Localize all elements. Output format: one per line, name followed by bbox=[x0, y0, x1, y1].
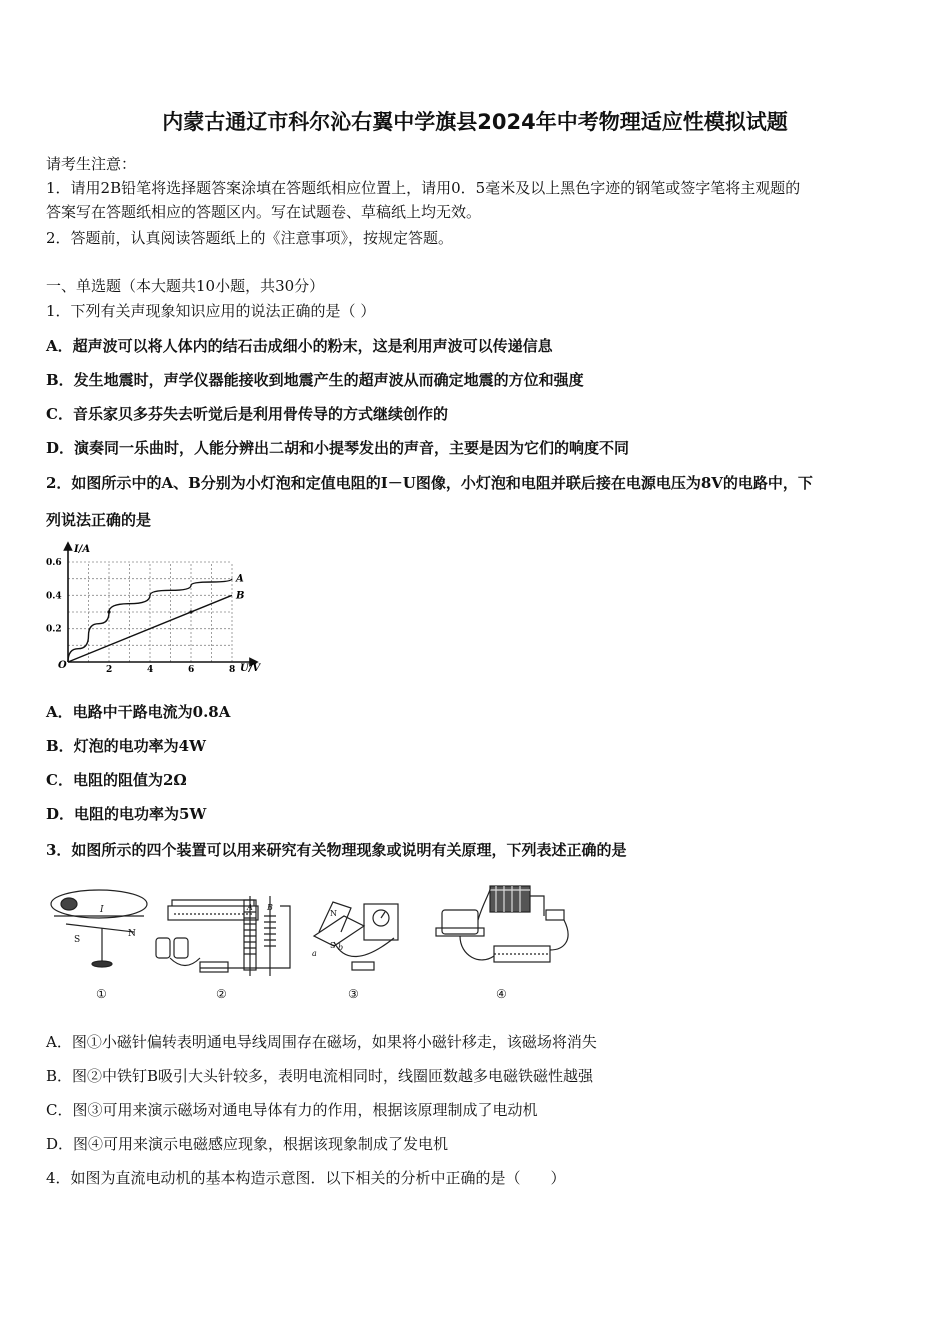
fig3-label-a: a bbox=[312, 949, 317, 958]
y-tick-label: 0.2 bbox=[46, 624, 62, 635]
series-label-B: B bbox=[236, 590, 245, 602]
x-tick-label: 2 bbox=[106, 665, 113, 675]
fig1-label-i: I bbox=[100, 905, 104, 915]
q1-stem: 1．下列有关声现象知识应用的说法正确的是（ ） bbox=[46, 302, 376, 320]
q3-option-a: A．图①小磁针偏转表明通电导线周围存在磁场，如果将小磁针移走，该磁场将消失 bbox=[46, 1033, 597, 1051]
figure-3-rails bbox=[312, 902, 398, 970]
q1-option-d: D．演奏同一乐曲时，人能分辨出二胡和小提琴发出的声音，主要是因为它们的响度不同 bbox=[46, 439, 630, 457]
chart-grid bbox=[68, 562, 232, 662]
y-axis-label: I/A bbox=[74, 544, 91, 555]
q3-stem: 3．如图所示的四个装置可以用来研究有关物理现象或说明有关原理，下列表述正确的是 bbox=[46, 841, 627, 859]
notice-line-2: 2．答题前，认真阅读答题纸上的《注意事项》，按规定答题。 bbox=[46, 229, 454, 247]
q2-option-d: D．电阻的电功率为5W bbox=[46, 805, 207, 823]
section-heading: 一、单选题（本大题共10小题，共30分） bbox=[46, 277, 325, 295]
series-label-A: A bbox=[236, 573, 244, 585]
notice-line-1: 1．请用2B铅笔将选择题答案涂填在答题纸相应位置上，请用0．5毫米及以上黑色字迹的钢笔或签字笔将主观题的 bbox=[46, 179, 801, 197]
q2-option-a: A．电路中干路电流为0.8A bbox=[46, 703, 231, 721]
data-point bbox=[107, 610, 110, 613]
notice-heading: 请考生注意： bbox=[46, 155, 137, 173]
figure-number-3: ③ bbox=[348, 987, 359, 1001]
x-axis-label: U/V bbox=[240, 663, 261, 674]
fig1-label-s: S bbox=[74, 935, 81, 945]
q3-option-b: B．图②中铁钉B吸引大头针较多，表明电流相同时，线圈匝数越多电磁铁磁性越强 bbox=[46, 1067, 594, 1085]
y-tick-label: 0.6 bbox=[46, 558, 62, 568]
x-tick-label: 6 bbox=[188, 665, 195, 675]
fig1-label-n: N bbox=[128, 929, 136, 939]
figure-4-motor bbox=[436, 886, 568, 962]
data-point bbox=[189, 610, 192, 613]
figure-number-1: ① bbox=[96, 987, 107, 1001]
q3-figures bbox=[44, 876, 604, 1006]
y-tick-label: 0.4 bbox=[46, 591, 62, 602]
q3-option-d: D．图④可用来演示电磁感应现象，根据该现象制成了发电机 bbox=[46, 1135, 449, 1153]
q1-option-a: A．超声波可以将人体内的结石击成细小的粉末，这是利用声波可以传递信息 bbox=[46, 337, 553, 355]
figure-1-oersted bbox=[51, 890, 147, 967]
iu-chart bbox=[44, 540, 274, 675]
q4-stem: 4．如图为直流电动机的基本构造示意图．以下相关的分析中正确的是（ ） bbox=[46, 1169, 566, 1187]
q2-stem: 2．如图所示中的A、B分别为小灯泡和定值电阻的I－U图像，小灯泡和电阻并联后接在电源电压为8V的电路中，下 bbox=[46, 474, 813, 492]
figure-number-4: ④ bbox=[496, 987, 507, 1001]
fig3-label-n: N bbox=[330, 909, 337, 918]
page-title: 内蒙古通辽市科尔沁右翼中学旗县2024年中考物理适应性模拟试题 bbox=[162, 110, 788, 134]
notice-line-1b: 答案写在答题纸相应的答题区内。写在试题卷、草稿纸上均无效。 bbox=[46, 203, 482, 221]
fig2-label-a: A bbox=[247, 903, 253, 912]
origin-label: O bbox=[58, 660, 67, 671]
fig3-label-s: S bbox=[330, 941, 336, 950]
q2-option-b: B．灯泡的电功率为4W bbox=[46, 737, 206, 755]
figure-number-2: ② bbox=[216, 987, 227, 1001]
q1-option-c: C．音乐家贝多芬失去听觉后是利用骨传导的方式继续创作的 bbox=[46, 405, 448, 423]
q1-option-b: B．发生地震时，声学仪器能接收到地震产生的超声波从而确定地震的方位和强度 bbox=[46, 371, 584, 389]
x-tick-label: 4 bbox=[147, 665, 154, 675]
fig3-label-b: b bbox=[338, 943, 344, 952]
q3-option-c: C．图③可用来演示磁场对通电导体有力的作用，根据该原理制成了电动机 bbox=[46, 1101, 538, 1119]
x-tick-label: 8 bbox=[229, 665, 236, 675]
q2-stem-cont: 列说法正确的是 bbox=[46, 511, 152, 529]
figure-2-electromagnets bbox=[156, 896, 290, 976]
q2-option-c: C．电阻的阻值为2Ω bbox=[46, 771, 187, 789]
fig2-label-b: B bbox=[267, 903, 273, 912]
